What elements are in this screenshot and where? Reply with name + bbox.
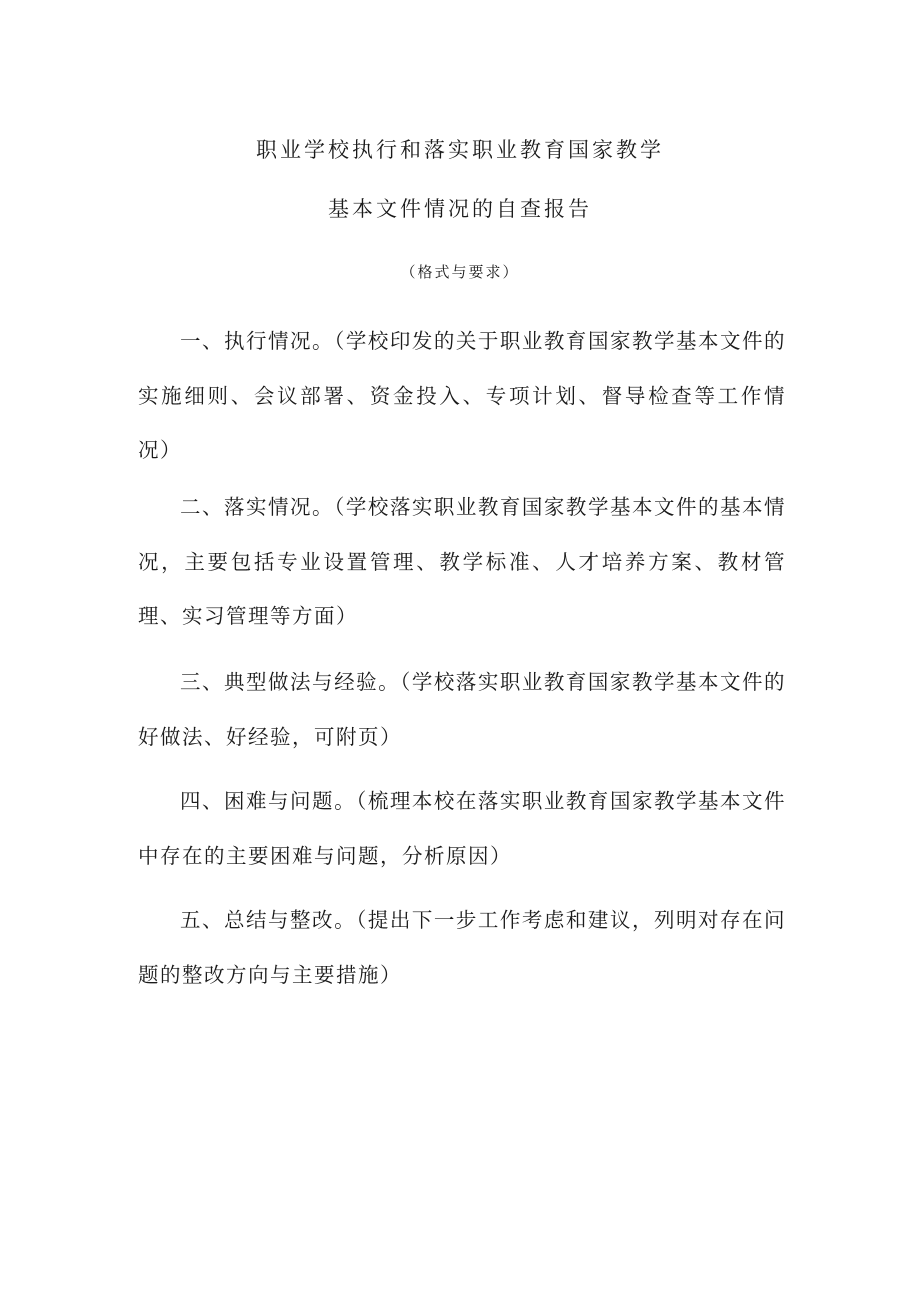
document-title-line-2: 基本文件情况的自查报告 bbox=[328, 197, 592, 221]
section-heading: 一、执行情况。 bbox=[180, 329, 335, 353]
section-summary bbox=[138, 893, 786, 1002]
section-heading: 三、典型做法与经验。 bbox=[180, 670, 401, 694]
section-practices bbox=[138, 655, 786, 764]
section-note: （梳理本校在落实职业教育国家教学基本文件中存在的主要困难与问题，分析原因） bbox=[138, 789, 787, 868]
section-note: （学校印发的关于职业教育国家教学基本文件的实施细则、会议部署、资金投入、专项计划、督导检查等工作情况） bbox=[138, 329, 787, 462]
section-problems bbox=[138, 774, 786, 883]
document-title-line-1: 职业学校执行和落实职业教育国家教学 bbox=[256, 138, 664, 162]
section-note: （学校落实职业教育国家教学基本文件的好做法、好经验，可附页） bbox=[138, 670, 787, 749]
section-note: （学校落实职业教育国家教学基本文件的基本情况，主要包括专业设置管理、教学标准、人才培养方案、教材管理、实习管理等方面） bbox=[138, 495, 787, 628]
section-heading: 五、总结与整改。 bbox=[180, 908, 357, 932]
section-execution bbox=[138, 314, 786, 478]
document-subtitle: （格式与要求） bbox=[400, 263, 520, 281]
section-heading: 二、落实情况。 bbox=[180, 495, 335, 519]
section-note: （提出下一步工作考虑和建议，列明对存在问题的整改方向与主要措施） bbox=[138, 908, 787, 987]
section-implementation bbox=[138, 480, 786, 644]
section-heading: 四、困难与问题。 bbox=[180, 789, 357, 813]
